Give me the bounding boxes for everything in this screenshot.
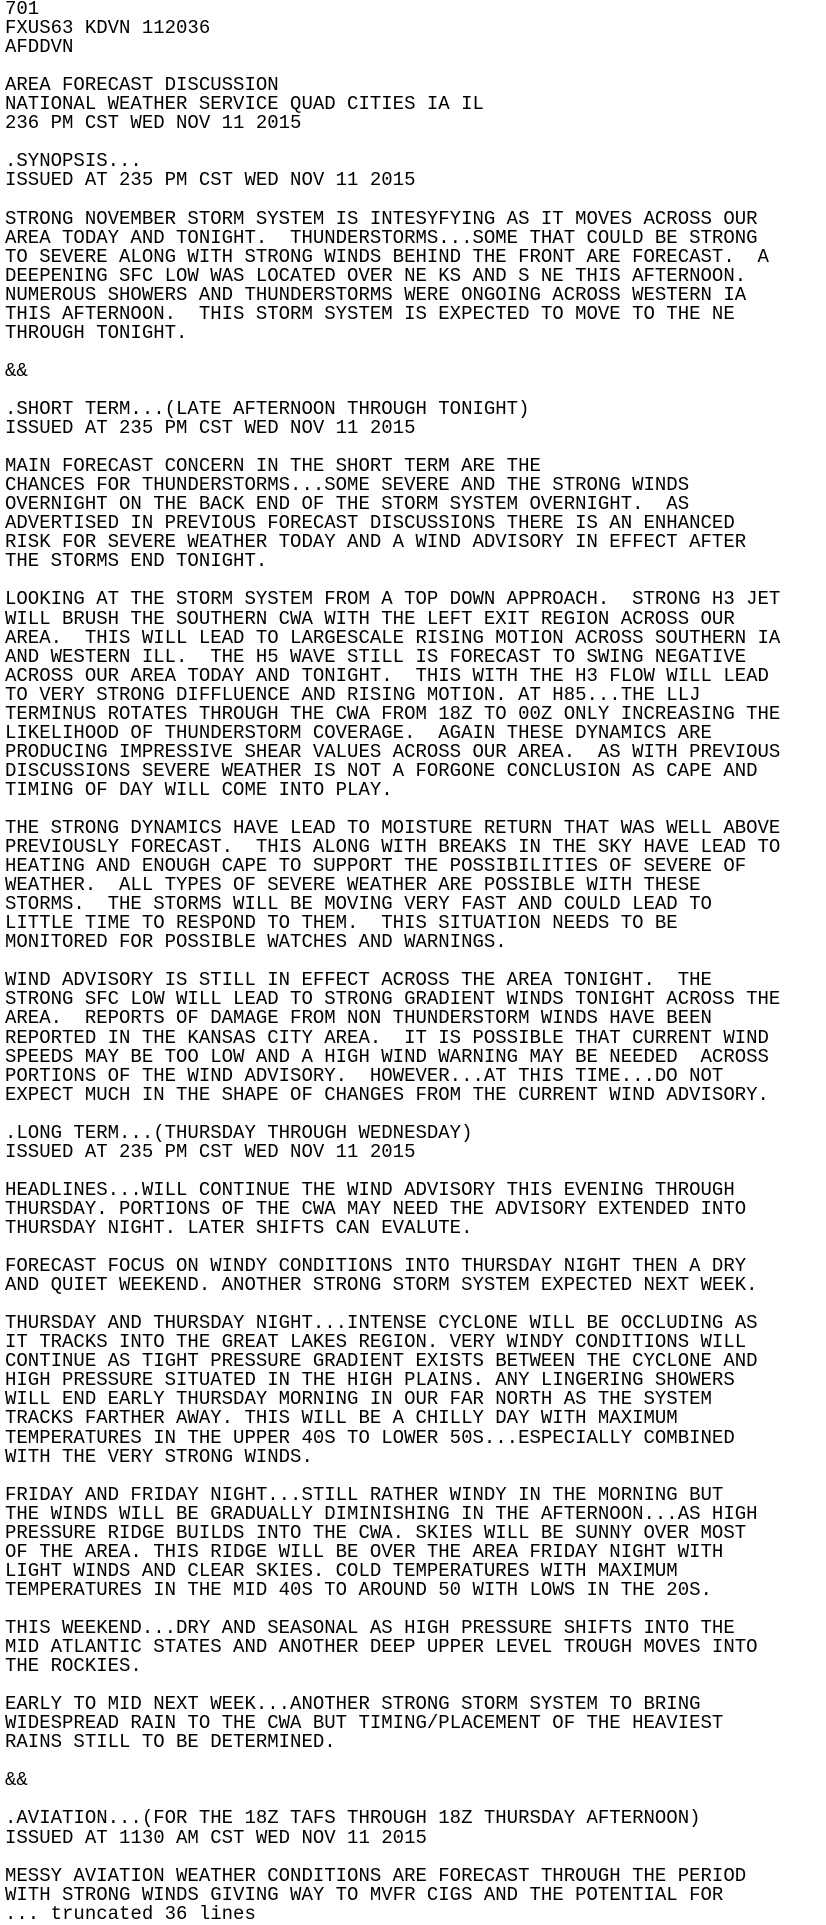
text-line: REPORTED IN THE KANSAS CITY AREA. IT IS POSSIBLE THAT CURRENT WIND (5, 1026, 769, 1049)
text-line: && (5, 359, 28, 382)
text-line: PRODUCING IMPRESSIVE SHEAR VALUES ACROSS OUR AREA. AS WITH PREVIOUS (5, 740, 781, 763)
text-line: NATIONAL WEATHER SERVICE QUAD CITIES IA IL (5, 93, 484, 116)
text-line: THURSDAY NIGHT. LATER SHIFTS CAN EVALUTE. (5, 1217, 473, 1239)
text-line: RISK FOR SEVERE WEATHER TODAY AND A WIND ADVISORY IN EFFECT AFTER (5, 531, 747, 554)
text-line: TRACKS FARTHER AWAY. THIS WILL BE A CHILLY DAY WITH MAXIMUM (5, 1407, 678, 1430)
text-line: LOOKING AT THE STORM SYSTEM FROM A TOP DOWN APPROACH. STRONG H3 JET (5, 588, 781, 611)
text-line: WILL BRUSH THE SOUTHERN CWA WITH THE LEFT EXIT REGION ACROSS OUR (5, 607, 735, 630)
truncated-notice: ... truncated 36 lines (5, 1902, 256, 1925)
text-line: STRONG NOVEMBER STORM SYSTEM IS INTESYFYING AS IT MOVES ACROSS OUR (5, 207, 758, 230)
text-line: EXPECT MUCH IN THE SHAPE OF CHANGES FROM THE CURRENT WIND ADVISORY. (5, 1083, 769, 1106)
text-line: THIS WEEKEND...DRY AND SEASONAL AS HIGH PRESSURE SHIFTS INTO THE (5, 1616, 735, 1639)
text-line: AREA. THIS WILL LEAD TO LARGESCALE RISING MOTION ACROSS SOUTHERN IA (5, 626, 781, 649)
text-line: MAIN FORECAST CONCERN IN THE SHORT TERM ARE THE (5, 455, 541, 478)
text-line: 701 (5, 0, 40, 20)
text-line: THE ROCKIES. (5, 1655, 142, 1678)
text-line: WITH THE VERY STRONG WINDS. (5, 1445, 313, 1468)
text-line: STRONG SFC LOW WILL LEAD TO STRONG GRADIENT WINDS TONIGHT ACROSS THE (5, 988, 781, 1011)
text-line: WEATHER. ALL TYPES OF SEVERE WEATHER ARE POSSIBLE WITH THESE (5, 874, 701, 897)
text-line: WIDESPREAD RAIN TO THE CWA BUT TIMING/PLACEMENT OF THE HEAVIEST (5, 1712, 724, 1735)
text-line: HIGH PRESSURE SITUATED IN THE HIGH PLAINS. ANY LINGERING SHOWERS (5, 1369, 735, 1392)
text-line: WITH STRONG WINDS GIVING WAY TO MVFR CIGS AND THE POTENTIAL FOR (5, 1883, 724, 1906)
text-line: MID ATLANTIC STATES AND ANOTHER DEEP UPPER LEVEL TROUGH MOVES INTO (5, 1636, 758, 1659)
text-line: EARLY TO MID NEXT WEEK...ANOTHER STRONG STORM SYSTEM TO BRING (5, 1693, 701, 1716)
text-line: AFDDVN (5, 36, 74, 59)
text-line: .SYNOPSIS... (5, 150, 142, 173)
text-line: FXUS63 KDVN 112036 (5, 17, 211, 40)
text-line: FORECAST FOCUS ON WINDY CONDITIONS INTO THURSDAY NIGHT THEN A DRY (5, 1255, 747, 1278)
text-line: .LONG TERM...(THURSDAY THROUGH WEDNESDAY) (5, 1121, 473, 1144)
text-line: AND QUIET WEEKEND. ANOTHER STRONG STORM SYSTEM EXPECTED NEXT WEEK. (5, 1274, 758, 1297)
text-line: MONITORED FOR POSSIBLE WATCHES AND WARNINGS. (5, 931, 507, 954)
text-line: THE STRONG DYNAMICS HAVE LEAD TO MOISTURE RETURN THAT WAS WELL ABOVE (5, 817, 781, 840)
text-line: TO VERY STRONG DIFFLUENCE AND RISING MOTION. AT H85...THE LLJ (5, 683, 701, 706)
text-line: WILL END EARLY THURSDAY MORNING IN OUR FAR NORTH AS THE SYSTEM (5, 1388, 712, 1411)
text-line: CHANCES FOR THUNDERSTORMS...SOME SEVERE AND THE STRONG WINDS (5, 474, 690, 497)
text-line: TIMING OF DAY WILL COME INTO PLAY. (5, 778, 393, 801)
text-line: TEMPERATURES IN THE MID 40S TO AROUND 50 WITH LOWS IN THE 20S. (5, 1578, 712, 1601)
text-line: PRESSURE RIDGE BUILDS INTO THE CWA. SKIES WILL BE SUNNY OVER MOST (5, 1521, 747, 1544)
text-line: NUMEROUS SHOWERS AND THUNDERSTORMS WERE ONGOING ACROSS WESTERN IA (5, 283, 747, 306)
text-line: SPEEDS MAY BE TOO LOW AND A HIGH WIND WARNING MAY BE NEEDED ACROSS (5, 1045, 769, 1068)
text-line: THURSDAY. PORTIONS OF THE CWA MAY NEED THE ADVISORY EXTENDED INTO (5, 1197, 747, 1220)
text-line: ISSUED AT 1130 AM CST WED NOV 11 2015 (5, 1826, 427, 1849)
text-line: THURSDAY AND THURSDAY NIGHT...INTENSE CYCLONE WILL BE OCCLUDING AS (5, 1312, 758, 1335)
text-line: DEEPENING SFC LOW WAS LOCATED OVER NE KS AND S NE THIS AFTERNOON. (5, 264, 747, 287)
text-line: THIS AFTERNOON. THIS STORM SYSTEM IS EXPECTED TO MOVE TO THE NE (5, 302, 735, 325)
text-line: && (5, 1769, 28, 1792)
text-line: ISSUED AT 235 PM CST WED NOV 11 2015 (5, 169, 416, 192)
text-line: FRIDAY AND FRIDAY NIGHT...STILL RATHER WINDY IN THE MORNING BUT (5, 1483, 724, 1506)
text-line: AREA. REPORTS OF DAMAGE FROM NON THUNDERSTORM WINDS HAVE BEEN (5, 1007, 712, 1030)
text-line: THE STORMS END TONIGHT. (5, 550, 268, 573)
text-line: AREA FORECAST DISCUSSION (5, 74, 279, 97)
text-line: HEATING AND ENOUGH CAPE TO SUPPORT THE POSSIBILITIES OF SEVERE OF (5, 855, 747, 878)
text-line: TEMPERATURES IN THE UPPER 40S TO LOWER 50S...ESPECIALLY COMBINED (5, 1426, 735, 1449)
text-line: PREVIOUSLY FORECAST. THIS ALONG WITH BREAKS IN THE SKY HAVE LEAD TO (5, 836, 781, 859)
text-line: LITTLE TIME TO RESPOND TO THEM. THIS SITUATION NEEDS TO BE (5, 912, 678, 935)
text-line: HEADLINES...WILL CONTINUE THE WIND ADVISORY THIS EVENING THROUGH (5, 1178, 735, 1201)
text-line: RAINS STILL TO BE DETERMINED. (5, 1731, 336, 1754)
text-line: WIND ADVISORY IS STILL IN EFFECT ACROSS THE AREA TONIGHT. THE (5, 969, 712, 992)
text-line: LIKELIHOOD OF THUNDERSTORM COVERAGE. AGAIN THESE DYNAMICS ARE (5, 721, 712, 744)
text-line: LIGHT WINDS AND CLEAR SKIES. COLD TEMPERATURES WITH MAXIMUM (5, 1559, 678, 1582)
text-line: .AVIATION...(FOR THE 18Z TAFS THROUGH 18Z THURSDAY AFTERNOON) (5, 1807, 701, 1830)
text-line: ACROSS OUR AREA TODAY AND TONIGHT. THIS WITH THE H3 FLOW WILL LEAD (5, 664, 769, 687)
text-line: OVERNIGHT ON THE BACK END OF THE STORM SYSTEM OVERNIGHT. AS (5, 493, 690, 516)
text-line: AREA TODAY AND TONIGHT. THUNDERSTORMS...SOME THAT COULD BE STRONG (5, 226, 758, 249)
text-line: DISCUSSIONS SEVERE WEATHER IS NOT A FORGONE CONCLUSION AS CAPE AND (5, 759, 758, 782)
text-line: MESSY AVIATION WEATHER CONDITIONS ARE FORECAST THROUGH THE PERIOD (5, 1864, 747, 1887)
text-line: ISSUED AT 235 PM CST WED NOV 11 2015 (5, 417, 416, 440)
text-line: IT TRACKS INTO THE GREAT LAKES REGION. VERY WINDY CONDITIONS WILL (5, 1331, 747, 1354)
text-line: OF THE AREA. THIS RIDGE WILL BE OVER THE AREA FRIDAY NIGHT WITH (5, 1540, 724, 1563)
text-line: .SHORT TERM...(LATE AFTERNOON THROUGH TONIGHT) (5, 397, 530, 420)
text-line: ADVERTISED IN PREVIOUS FORECAST DISCUSSIONS THERE IS AN ENHANCED (5, 512, 735, 535)
text-line: ISSUED AT 235 PM CST WED NOV 11 2015 (5, 1140, 416, 1163)
text-line: CONTINUE AS TIGHT PRESSURE GRADIENT EXISTS BETWEEN THE CYCLONE AND (5, 1350, 758, 1373)
text-line: STORMS. THE STORMS WILL BE MOVING VERY FAST AND COULD LEAD TO (5, 893, 712, 916)
text-line: TERMINUS ROTATES THROUGH THE CWA FROM 18Z TO 00Z ONLY INCREASING THE (5, 702, 781, 725)
text-line: THE WINDS WILL BE GRADUALLY DIMINISHING IN THE AFTERNOON...AS HIGH (5, 1502, 758, 1525)
text-line: 236 PM CST WED NOV 11 2015 (5, 112, 302, 135)
text-line: AND WESTERN ILL. THE H5 WAVE STILL IS FORECAST TO SWING NEGATIVE (5, 645, 747, 668)
text-line: TO SEVERE ALONG WITH STRONG WINDS BEHIND THE FRONT ARE FORECAST. A (5, 245, 769, 268)
text-line: THROUGH TONIGHT. (5, 321, 188, 344)
text-line: PORTIONS OF THE WIND ADVISORY. HOWEVER...AT THIS TIME...DO NOT (5, 1064, 724, 1087)
